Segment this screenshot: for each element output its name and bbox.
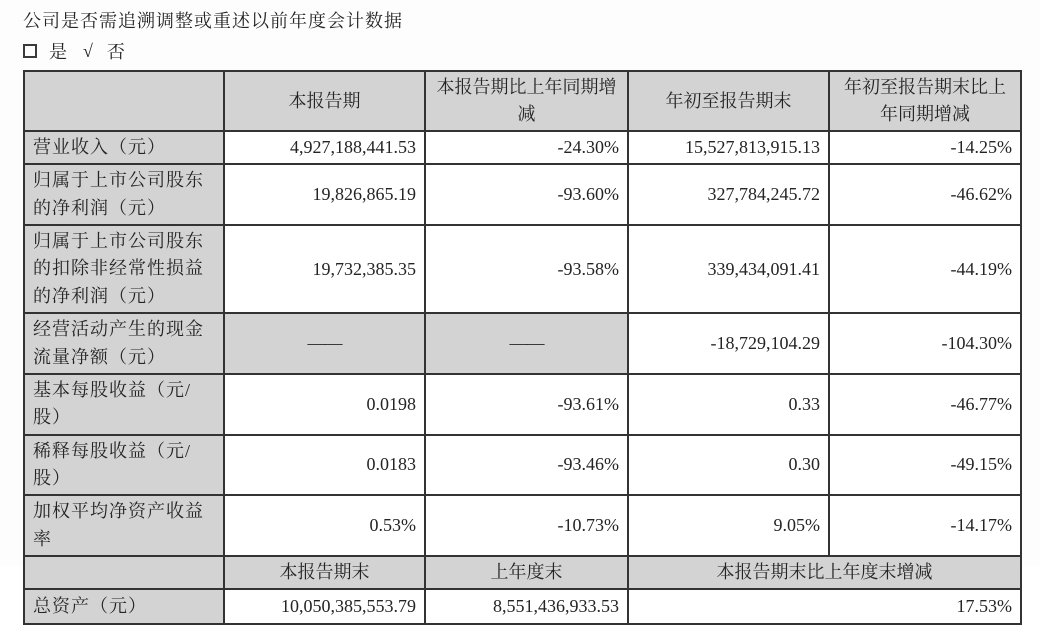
row-value: -10.73% bbox=[425, 495, 628, 556]
row-value: 0.0183 bbox=[224, 435, 425, 496]
row-value: 8,551,436,933.53 bbox=[425, 589, 628, 624]
table-row bbox=[24, 374, 1021, 435]
row-label: 归属于上市公司股东的净利润（元） bbox=[24, 164, 224, 225]
row-value: -46.62% bbox=[829, 164, 1021, 225]
row-value: 0.0198 bbox=[224, 374, 425, 435]
row-value: 9.05% bbox=[628, 495, 829, 556]
row-value: -24.30% bbox=[425, 131, 628, 164]
header-current-vs-prior: 本报告期比上年同期增减 bbox=[425, 71, 628, 131]
table-row bbox=[24, 313, 1021, 374]
table-row bbox=[24, 164, 1021, 225]
row-value-not-applicable: —— bbox=[425, 313, 628, 374]
row-label: 归属于上市公司股东的扣除非经常性损益的净利润（元） bbox=[24, 225, 224, 313]
row-label: 总资产（元） bbox=[24, 589, 224, 624]
row-value: 0.30 bbox=[628, 435, 829, 496]
table-row bbox=[24, 435, 1021, 496]
row-value-not-applicable: —— bbox=[224, 313, 425, 374]
row-value: 327,784,245.72 bbox=[628, 164, 829, 225]
row-value: -44.19% bbox=[829, 225, 1021, 313]
row-label: 加权平均净资产收益率 bbox=[24, 495, 224, 556]
row-label: 稀释每股收益（元/股） bbox=[24, 435, 224, 496]
table-row bbox=[24, 225, 1021, 313]
row-value: -18,729,104.29 bbox=[628, 313, 829, 374]
header-period-end-change: 本报告期末比上年度末增减 bbox=[628, 556, 1021, 589]
row-value: 10,050,385,553.79 bbox=[224, 589, 425, 624]
row-value: 339,434,091.41 bbox=[628, 225, 829, 313]
row-value: -93.61% bbox=[425, 374, 628, 435]
row-value: -46.77% bbox=[829, 374, 1021, 435]
header-empty-cell bbox=[24, 71, 224, 131]
row-value: -49.15% bbox=[829, 435, 1021, 496]
row-value: 0.53% bbox=[224, 495, 425, 556]
row-value: 0.33 bbox=[628, 374, 829, 435]
row-value: 19,826,865.19 bbox=[224, 164, 425, 225]
yes-label: 是 bbox=[49, 42, 67, 62]
restatement-question: 公司是否需追溯调整或重述以前年度会计数据 bbox=[23, 11, 403, 31]
row-label: 基本每股收益（元/股） bbox=[24, 374, 224, 435]
row-value: 19,732,385.35 bbox=[224, 225, 425, 313]
row-value: 4,927,188,441.53 bbox=[224, 131, 425, 164]
table-header-row bbox=[24, 71, 1021, 131]
second-header-empty-cell bbox=[24, 556, 224, 589]
total-assets-row bbox=[24, 589, 1021, 624]
check-icon: √ bbox=[83, 40, 93, 61]
header-current-period: 本报告期 bbox=[224, 71, 425, 131]
yes-checkbox-unchecked bbox=[23, 44, 37, 58]
restatement-answer-line bbox=[23, 38, 141, 64]
table-second-header-row bbox=[24, 556, 1021, 589]
row-label: 经营活动产生的现金流量净额（元） bbox=[24, 313, 224, 374]
header-period-end: 本报告期末 bbox=[224, 556, 425, 589]
table-row bbox=[24, 131, 1021, 164]
row-value: -93.46% bbox=[425, 435, 628, 496]
row-value: -104.30% bbox=[829, 313, 1021, 374]
row-value: 15,527,813,915.13 bbox=[628, 131, 829, 164]
row-value: -14.25% bbox=[829, 131, 1021, 164]
row-label: 营业收入（元） bbox=[24, 131, 224, 164]
no-label: 否 bbox=[106, 42, 125, 62]
table-row bbox=[24, 495, 1021, 556]
header-ytd-vs-prior: 年初至报告期末比上年同期增减 bbox=[829, 71, 1021, 131]
key-accounting-data-table bbox=[23, 70, 1022, 625]
header-ytd: 年初至报告期末 bbox=[628, 71, 829, 131]
row-value: -93.58% bbox=[425, 225, 628, 313]
header-prior-year-end: 上年度末 bbox=[425, 556, 628, 589]
row-value: 17.53% bbox=[628, 589, 1021, 624]
row-value: -14.17% bbox=[829, 495, 1021, 556]
row-value: -93.60% bbox=[425, 164, 628, 225]
